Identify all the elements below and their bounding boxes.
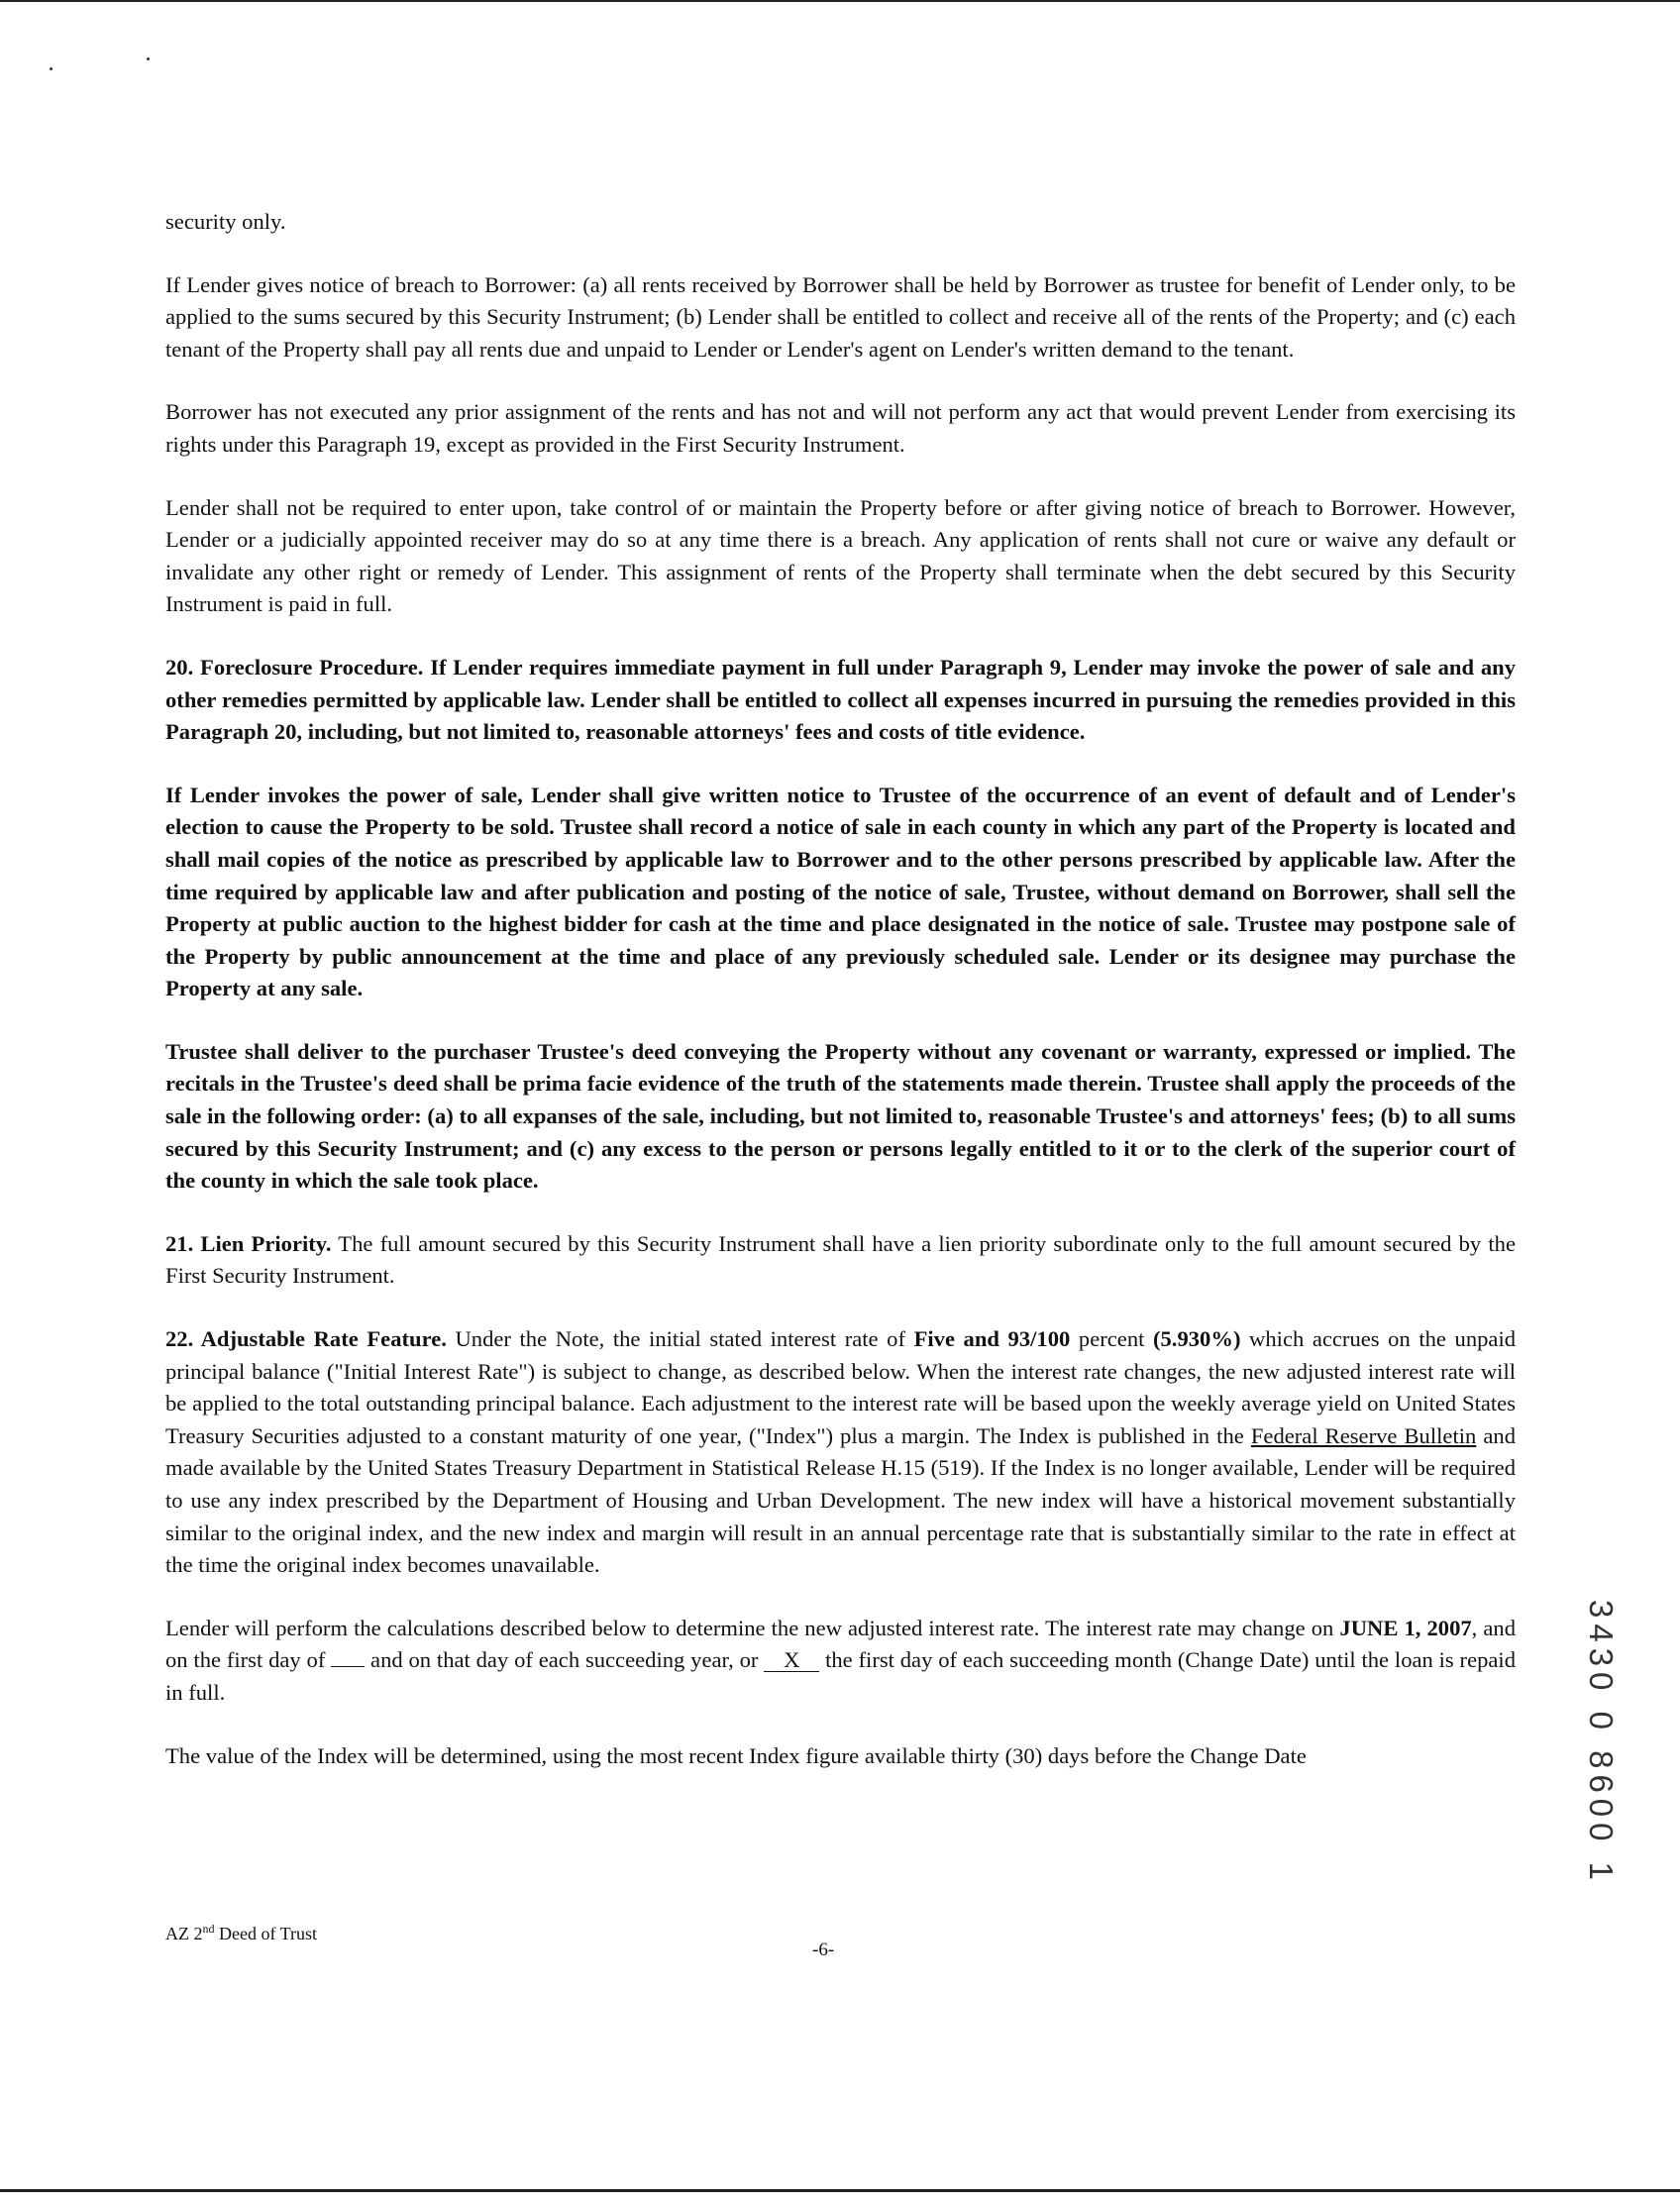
paragraph-20-power-of-sale: If Lender invokes the power of sale, Lender shall give written notice to Trustee of the occurrence of an event of default and of Lender's election to cause the Property to be sold. Trustee shall record a notice of sale in each county in which any part of the Property is located and shall mail copies of the notice as prescribed by applicable law to Borrower and to the other persons prescribed by applicable law. After the time required by applicable law and after publication and posting of the notice of sale, Trustee, without demand on Borrower, shall sell the Property at public auction to the highest bidder for cash at the time and place designated in the notice of sale. Trustee may postpone sale of the Property by public announcement at the time and place of any previously scheduled sale. Lender or its designee may purchase the Property at any sale. [165,782,1516,1001]
text-22d: and made available by the United States Treasury Department in Statistical Release H.15 (519). If the Index is no longer available, Lender will be required to use any index prescribed by the Department of Housing and Urban Development. The new index will have a historical movement substantially similar to the original index, and the new index and margin will result in an annual percentage rate that is substantially similar to the rate in effect at the time the original index becomes unavailable. [165,1422,1516,1578]
paragraph-security-only: security only. [165,209,286,234]
page-number: -6- [812,1940,835,1960]
text-21: The full amount secured by this Security Instrument shall have a lien priority subordinate only to the full amount secured by the First Security Instrument. [165,1230,1516,1289]
document-body [165,206,1516,1803]
scan-speck [50,67,52,70]
text-23a: Lender will perform the calculations described below to determine the new adjusted interest rate. The interest rate may change on [165,1615,1340,1640]
paragraph-notice-of-breach: If Lender gives notice of breach to Borrower: (a) all rents received by Borrower shall be held by Borrower as trustee for benefit of Lender only, to be applied to the sums secured by this Security Instrument; (b) Lender shall be entitled to collect and receive all of the rents of the Property; and (c) each tenant of the Property shall pay all rents due and unpaid to Lender or Lender's agent on Lender's written demand to the tenant. [165,271,1516,362]
scan-speck [147,57,150,60]
rate-words: Five and 93/100 [913,1326,1071,1352]
form-identifier [165,1922,317,1944]
paragraph-lender-control: Lender shall not be required to enter upon, take control of or maintain the Property before or after giving notice of breach to Borrower. However, Lender or a judicially appointed receiver may do so at any time there is a breach. Any application of rents shall not cure or waive any default or invalidate any other right or remedy of Lender. This assignment of rents of the Property shall terminate when the debt secured by this Security Instrument is paid in full. [165,494,1516,617]
text-22b: percent [1070,1326,1153,1352]
heading-21: 21. Lien Priority. [165,1230,332,1256]
bottom-scan-edge [0,2189,1680,2192]
change-date-value: JUNE 1, 2007 [1339,1615,1472,1640]
form-superscript: nd [202,1922,215,1936]
blank-year-field [331,1646,365,1667]
heading-22: 22. Adjustable Rate Feature. [165,1326,447,1352]
paragraph-index-value: The value of the Index will be determined, using the most recent Index figure available thirty (30) days before the Change Date [165,1742,1307,1768]
text-22c: which accrues on the unpaid principal balance ("Initial Interest Rate") is subject to change, as described below. When the interest rate changes, the new adjusted interest rate will be applied to the total outstanding principal balance. Each adjustment to the interest rate will be based upon the weekly average yield on United States Treasury Securities adjusted to a constant maturity of one year, ("Index") plus a margin. The Index is published in the [165,1326,1517,1448]
paragraph-prior-assignment: Borrower has not executed any prior assignment of the rents and has not and will not perform any act that would prevent Lender from exercising its rights under this Paragraph 19, except as provided in the First Security Instrument. [165,399,1516,457]
rate-percent: (5.930%) [1152,1326,1241,1352]
federal-reserve-bulletin: Federal Reserve Bulletin [1250,1422,1477,1448]
paragraph-20-foreclosure: 20. Foreclosure Procedure. If Lender requires immediate payment in full under Paragraph 9, Lender may invoke the power of sale and any other remedies permitted by applicable law. Lender shall be entitled to collect all expenses incurred in pursuing the remedies provided in this Paragraph 20, including, but not limited to, reasonable attorneys' fees and costs of title evidence. [165,654,1516,745]
monthly-option-mark: X [764,1649,819,1672]
paragraph-21-lien-priority [165,1228,1516,1293]
text-23d: the first day of each succeeding month (Change Date) until the loan is repaid in full. [165,1647,1517,1705]
paragraph-change-date [165,1613,1516,1710]
top-scan-edge [0,0,1680,2]
form-prefix: AZ 2 [165,1924,203,1943]
form-suffix: Deed of Trust [214,1924,318,1943]
text-22a: Under the Note, the initial stated interest rate of [446,1326,914,1352]
paragraph-22-adjustable-rate [165,1323,1516,1582]
text-23c: and on that day of each succeeding year, or [365,1647,765,1673]
recording-number-stamp: 3430 0 8600 1 [1583,1600,1620,1887]
text-23b: , and on the first day of [165,1615,1517,1673]
paragraph-20-trustee-deed: Trustee shall deliver to the purchaser Trustee's deed conveying the Property without any covenant or warranty, expressed or implied. The recitals in the Trustee's deed shall be prima facie evidence of the truth of the statements made therein. Trustee shall apply the proceeds of the sale in the following order: (a) to all expanses of the sale, including, but not limited to, reasonable Trustee's and attorneys' fees; (b) to all sums secured by this Security Instrument; and (c) any excess to the person or persons legally entitled to it or to the clerk of the superior court of the county in which the sale took place. [165,1038,1516,1194]
